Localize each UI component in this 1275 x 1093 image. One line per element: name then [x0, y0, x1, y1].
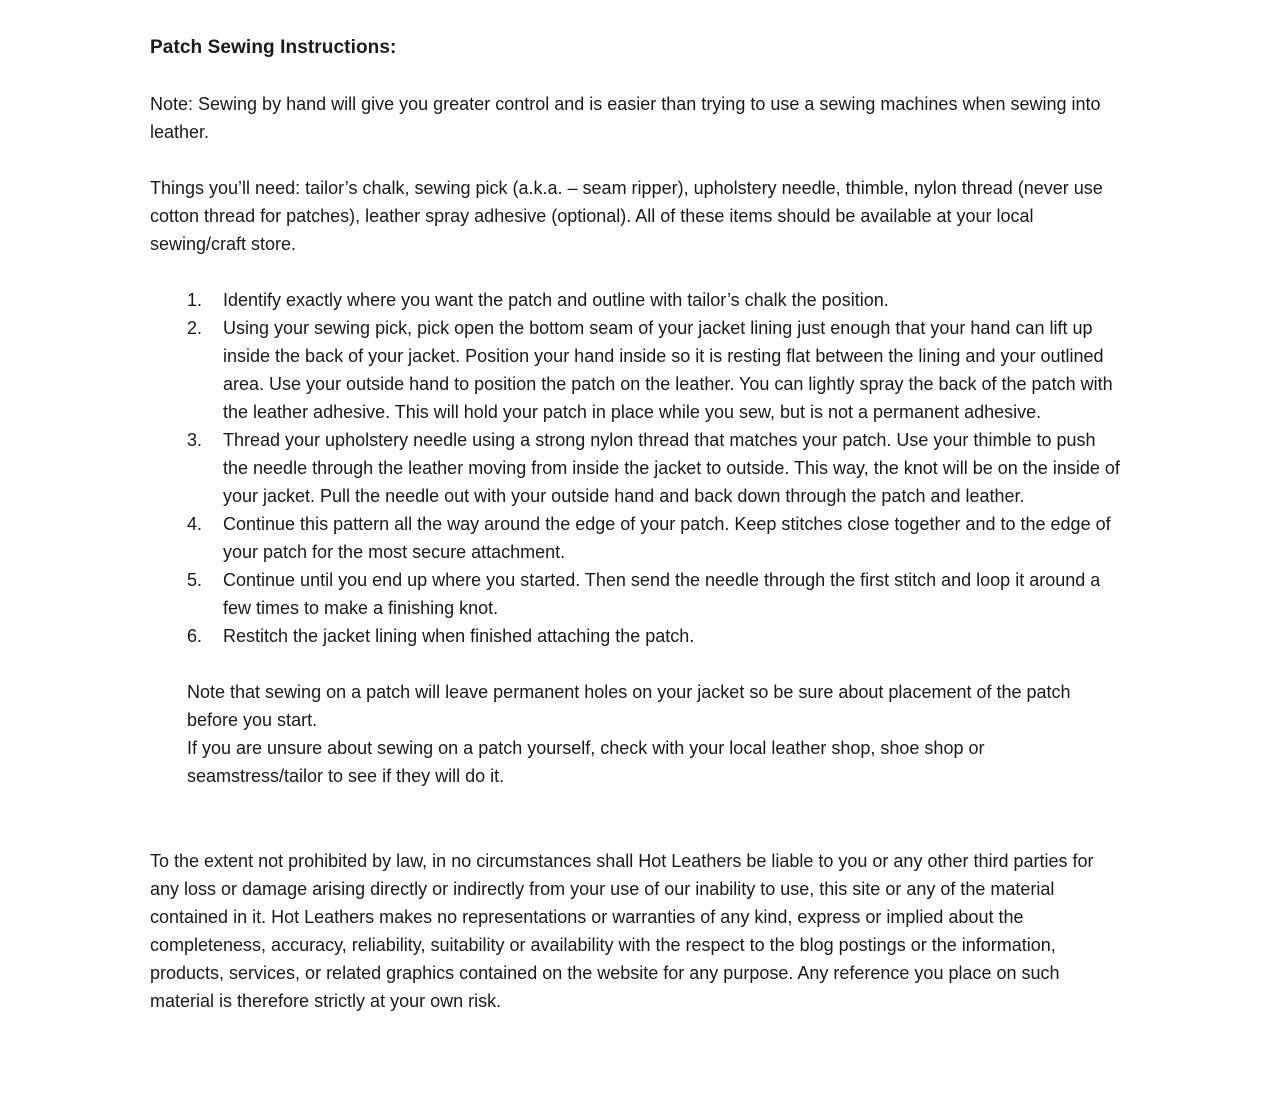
step-item: Restitch the jacket lining when finished attaching the patch. — [223, 626, 695, 646]
instruction-steps-list — [150, 286, 1125, 650]
step-item: Thread your upholstery needle using a strong nylon thread that matches your patch. Use your thimble to push the needle through the leather moving from inside the jacket to outside. This way, the knot will be on the inside of your jacket. Pull the needle out with your outside hand and back down through the patch and leather. — [223, 430, 1120, 506]
step-item: Continue until you end up where you started. Then send the needle through the first stitch and loop it around a few times to make a finishing knot. — [223, 570, 1101, 618]
step-item: Identify exactly where you want the patch and outline with tailor’s chalk the position. — [223, 290, 889, 310]
placement-note-paragraph: Note that sewing on a patch will leave permanent holes on your jacket so be sure about placement of the patch before you start. — [187, 682, 1071, 730]
step-item: Using your sewing pick, pick open the bottom seam of your jacket lining just enough that your hand can lift up inside the back of your jacket. Position your hand inside so it is resting flat between the lining and your outlined area. Use your outside hand to position the patch on the leather. You can lightly spray the back of the patch with the leather adhesive. This will hold your patch in place while you sew, but is not a permanent adhesive. — [223, 318, 1113, 422]
notes-block — [187, 678, 1125, 790]
alternative-note-paragraph: If you are unsure about sewing on a patch yourself, check with your local leather shop, shoe shop or seamstress/tailor to see if they will do it. — [187, 738, 985, 786]
legal-disclaimer-paragraph: To the extent not prohibited by law, in no circumstances shall Hot Leathers be liable to you or any other third parties for any loss or damage arising directly or indirectly from your use of our inability to use, this site or any of the material contained in it. Hot Leathers makes no representations or warranties of any kind, express or implied about the completeness, accuracy, reliability, suitability or availability with the respect to the blog postings or the information, products, services, or related graphics contained on the website for any purpose. Any reference you place on such material is therefore strictly at your own risk. — [150, 851, 1094, 1011]
supplies-paragraph: Things you’ll need: tailor’s chalk, sewing pick (a.k.a. – seam ripper), upholstery needle, thimble, nylon thread (never use cotton thread for patches), leather spray adhesive (optional). All of these items should be available at your local sewing/craft store. — [150, 178, 1103, 254]
intro-note-paragraph: Note: Sewing by hand will give you greater control and is easier than trying to use a sewing machines when sewing into leather. — [150, 94, 1101, 142]
step-item: Continue this pattern all the way around the edge of your patch. Keep stitches close together and to the edge of your patch for the most secure attachment. — [223, 514, 1111, 562]
document-title: Patch Sewing Instructions: — [150, 37, 397, 58]
